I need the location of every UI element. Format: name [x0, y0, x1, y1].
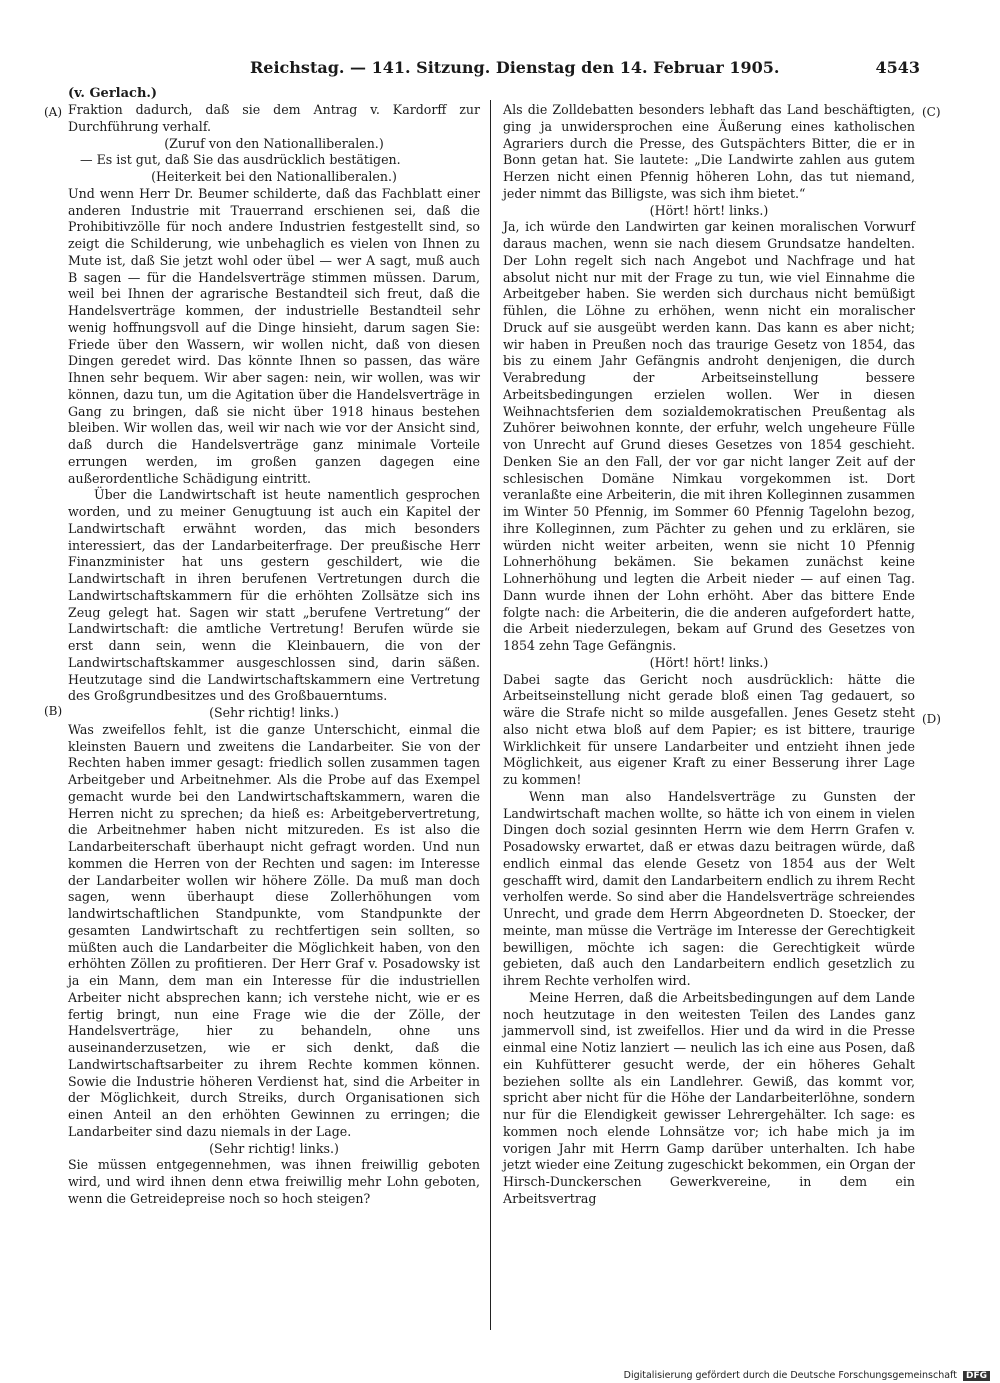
dfg-logo: DFG: [963, 1371, 990, 1381]
interjection: (Sehr richtig! links.): [209, 1140, 339, 1156]
margin-marker-b: (B): [44, 704, 63, 718]
interjection: (Hört! hört! links.): [649, 202, 769, 218]
speaker-label: (v. Gerlach.): [68, 86, 158, 101]
paragraph: Meine Herren, daß die Arbeitsbedingungen auf dem Lande noch heutzutage in den weitesten Teilen des Landes ganz jammervoll sind, ist zweifellos. Hier und da wird in die Presse einmal eine Notiz lanziert — neulich las ich eine aus Posen, daß ein Kuhfütterer gesucht werde, der ein höheres Gehalt beziehen sollte als ein Landlehrer. Gewiß, das kommt vor, spricht aber nicht für die Höhe der Landarbeiterlöhne, sondern nur für die Elendigkeit gewisser Lehrergehälter. Ich sage: es kommen noch elende Lohnsätze vor; ich habe mich ja im vorigen Jahr mit Herrn Gamp darüber unterhalten. Ich habe jetzt wieder eine Zeitung zugeschickt bekommen, ein Organ der Hirsch-Dunckerschen Gewerkvereine, in dem ein Arbeitsvertrag: [503, 989, 915, 1206]
paragraph: Dabei sagte das Gericht noch ausdrücklich: hätte die Arbeitseinstellung nicht gerade bloß einen Tag gedauert, so wäre die Strafe nicht so milde ausgefallen. Jenes Gesetz steht also nicht etwa bloß auf dem Papier; es ist bittere, traurige Wirklichkeit für unsere Landarbeiter und entzieht ihnen jede Möglichkeit, aus eigener Kraft zu einer Besserung ihrer Lage zu kommen!: [503, 671, 915, 787]
margin-marker-d: (D): [922, 712, 941, 726]
right-column: [503, 102, 915, 1208]
interjection: (Sehr richtig! links.): [209, 705, 339, 720]
paragraph: Wenn man also Handelsverträge zu Gunsten der Landwirtschaft machen wollte, so hätte ich von einem in vielen Dingen doch sozial gesinnten Herrn wie dem Herrn Grafen v. Posadowsky erwartet, daß er etwas dazu beitragen würde, daß endlich einmal das elende Gesetz von 1854 aus der Welt geschafft wird, damit den Landarbeitern endlich zu ihrem Recht verholfen werde. So sind aber die Handelsverträge schreiendes Unrecht, und grade dem Herrn Abgeordneten D. Stoecker, der meinte, man müsse die Verträge im Interesse der Gerechtigkeit bewilligen, möchte ich sagen: die Gerechtigkeit würde gebieten, daß auch den Landarbeitern endlich gesetzlich zu ihrem Rechte verholfen wird.: [503, 788, 915, 988]
page-number: 4543: [875, 58, 920, 77]
footer-text: Digitalisierung gefördert durch die Deutsche Forschungsgemeinschaft: [623, 1370, 957, 1381]
paragraph: Fraktion dadurch, daß sie dem Antrag v. Kardorff zur Durchführung verhalf.: [68, 102, 480, 134]
paragraph: Was zweifellos fehlt, ist die ganze Unterschicht, einmal die kleinsten Bauern und zweitens die Landarbeiter. Sie von der Rechten haben immer gesagt: friedlich sollen zusammen tagen Arbeitgeber und Arbeitnehmer. Als die Probe auf das Exempel gemacht wurde bei den Landwirtschaftskammern, waren die Herren nicht zu sprechen; da hieß es: Arbeitgebervertretung, die Arbeitnehmer haben nicht mitzureden. Es ist also die Landarbeiterschaft überhaupt nicht gefragt worden. Und nun kommen die Herren von der Rechten und sagen: im Interesse der Landarbeiter wollen wir höhere Zölle. Da muß man doch sagen, wenn überhaupt diese Zollerhöhungen vom landwirtschaftlichen Standpunkte, vom Standpunkte der gesamten Landwirtschaft zu rechtfertigen sein sollten, so müßten auch die Landarbeiter die Möglichkeit haben, von den erhöhten Zöllen zu profitieren. Der Herr Graf v. Posadowsky ist ja ein Mann, dem man ein Interesse für die industriellen Arbeiter nicht absprechen kann; ich verstehe nicht, wie er es fertig bringt, nun eine Frage wie die der Zölle, der Handelsverträge, hier zu behandeln, ohne uns auseinanderzusetzen, wie er sich denkt, daß die Landwirtschaftsarbeiter zu ihrem Rechte kommen können. Sowie die Industrie höheren Verdienst hat, sind die Arbeiter in der Möglichkeit, durch Streiks, durch Organisationen sich einen Anteil an den erhöhten Gewinnen zu erringen; die Landarbeiter sind dazu niemals in der Lage.: [68, 721, 480, 1139]
margin-marker-c: (C): [922, 105, 941, 119]
paragraph: Über die Landwirtschaft ist heute namentlich gesprochen worden, und zu meiner Genugtuung ist auch ein Kapitel der Landwirtschaft erwähnt worden, das mich besonders interessiert, das der Landarbeiterfrage. Der preußische Herr Finanzminister hat uns gestern geschildert, wie die Landwirtschaft in ihren berufenen Vertretungen durch die Landwirtschaftskammern für die erhöhten Zollsätze sich ins Zeug gelegt hat. Sagen wir statt „berufene Vertretung“ der Landwirtschaft: die amtliche Vertretung! Berufen würde sie erst dann sein, wenn die Kleinbauern, die von der Landwirtschaftskammer ausgeschlossen sind, darin säßen. Heutzutage sind die Landwirtschaftskammern eine Vertretung des Großgrundbesitzes und des Großbauerntums.: [68, 487, 480, 704]
column-divider: [490, 100, 491, 1330]
interjection: (Zuruf von den Nationalliberalen.): [164, 135, 384, 151]
interjection: (Heiterkeit bei den Nationalliberalen.): [151, 169, 397, 184]
page-footer: [624, 1370, 990, 1381]
paragraph: Sie müssen entgegennehmen, was ihnen freiwillig geboten wird, und wird ihnen denn etwa freiwillig mehr Lohn geboten, wenn die Getreidepreise noch so hoch steigen?: [68, 1157, 480, 1206]
margin-marker-a: (A): [44, 105, 63, 119]
paragraph: Ja, ich würde den Landwirten gar keinen moralischen Vorwurf daraus machen, wenn sie nach diesem Grundsatze handelten. Der Lohn regelt sich nach Angebot und Nachfrage und hat absolut nicht nur mit der Frage zu tun, wie viel Einnahme die Arbeitgeber haben. Sie werden sich durchaus nicht bemüßigt fühlen, die Löhne zu erhöhen, wenn nicht ein moralischer Druck auf sie ausgeübt werden kann. Das kann es aber nicht; wir haben in Preußen noch das traurige Gesetz von 1854, das bis zu einem Jahr Gefängnis androht denjenigen, die durch Verabredung der Arbeitseinstellung bessere Arbeitsbedingungen erzielen wollen. Wer in diesen Weihnachtsferien dem sozialdemokratischen Preußentag als Zuhörer beiwohnen konnte, der erfuhr, welch ungeheure Fülle von Unrecht auf Grund dieses Gesetzes von 1854 geschieht. Denken Sie an den Fall, der vor gar nicht langer Zeit auf der schlesischen Domäne Nimkau vorgekommen ist. Dort veranlaßte eine Arbeiterin, die mit ihren Kolleginnen zusammen im Winter 50 Pfennig, im Sommer 60 Pfennig Tagelohn bezog, ihre Kolleginnen, zum Pächter zu gehen und zu erklären, sie würden nicht weiter arbeiten, wenn sie nicht 10 Pfennig Lohnerhöhung bekämen. Sie bekamen zunächst keine Lohnerhöhung und legten die Arbeit nieder — auf einen Tag. Dann wurde ihnen der Lohn erhöht. Aber das bittere Ende folgte nach: die Arbeiterin, die die anderen aufgefordert hatte, die Arbeit niederzulegen, bekam auf Grund des Gesetzes von 1854 zehn Tage Gefängnis.: [503, 219, 915, 653]
page-header: [60, 58, 920, 80]
paragraph: — Es ist gut, daß Sie das ausdrücklich bestätigen.: [80, 152, 401, 168]
interjection: (Hört! hört! links.): [649, 654, 769, 670]
paragraph: Und wenn Herr Dr. Beumer schilderte, daß das Fachblatt einer anderen Industrie mit Trauerrand erschienen sei, daß die Prohibitivzölle für noch andere Industrien festgestellt sind, so zeigt die Schilderung, wie unbehaglich es vielen von Ihnen zu Mute ist, daß Sie jetzt wohl oder übel — wer A sagt, muß auch B sagen — für die Handelsverträge stimmen müssen. Darum, weil bei Ihnen der agrarische Bestandteil sich freut, daß die Handelsverträge kommen, der industrielle Bestandteil sehr wenig hoffnungsvoll auf die Dinge hinsieht, darum sagen Sie: Friede über den Wassern, wir wollen nicht, daß von diesen Dingen geredet wird. Das könnte Ihnen so passen, das wäre Ihnen sehr bequem. Wir aber sagen: nein, wir wollen, was wir können, dazu tun, um die Agitation über die Handelsverträge in Gang zu bringen, daß sie nicht über 1918 hinaus bestehen bleiben. Wir wollen das, weil wir nach wie vor der Ansicht sind, daß durch die Handelsverträge ganz minimale Vorteile errungen werden, im großen ganzen dagegen eine außerordentliche Schädigung eintritt.: [68, 185, 480, 486]
paragraph: Als die Zolldebatten besonders lebhaft das Land beschäftigten, ging ja unwidersprochen eine Äußerung eines katholischen Agrariers durch die Presse, des Gutspächters Bitter, die er in Bonn getan hat. Sie lautete: „Die Landwirte zahlen aus gutem Herzen nicht einen Pfennig höheren Lohn, das tut niemand, jeder nimmt das Billigste, was sich ihm bietet.“: [503, 102, 915, 201]
header-title: Reichstag. — 141. Sitzung. Dienstag den 14. Februar 1905.: [250, 58, 780, 77]
left-column: [68, 102, 480, 1208]
